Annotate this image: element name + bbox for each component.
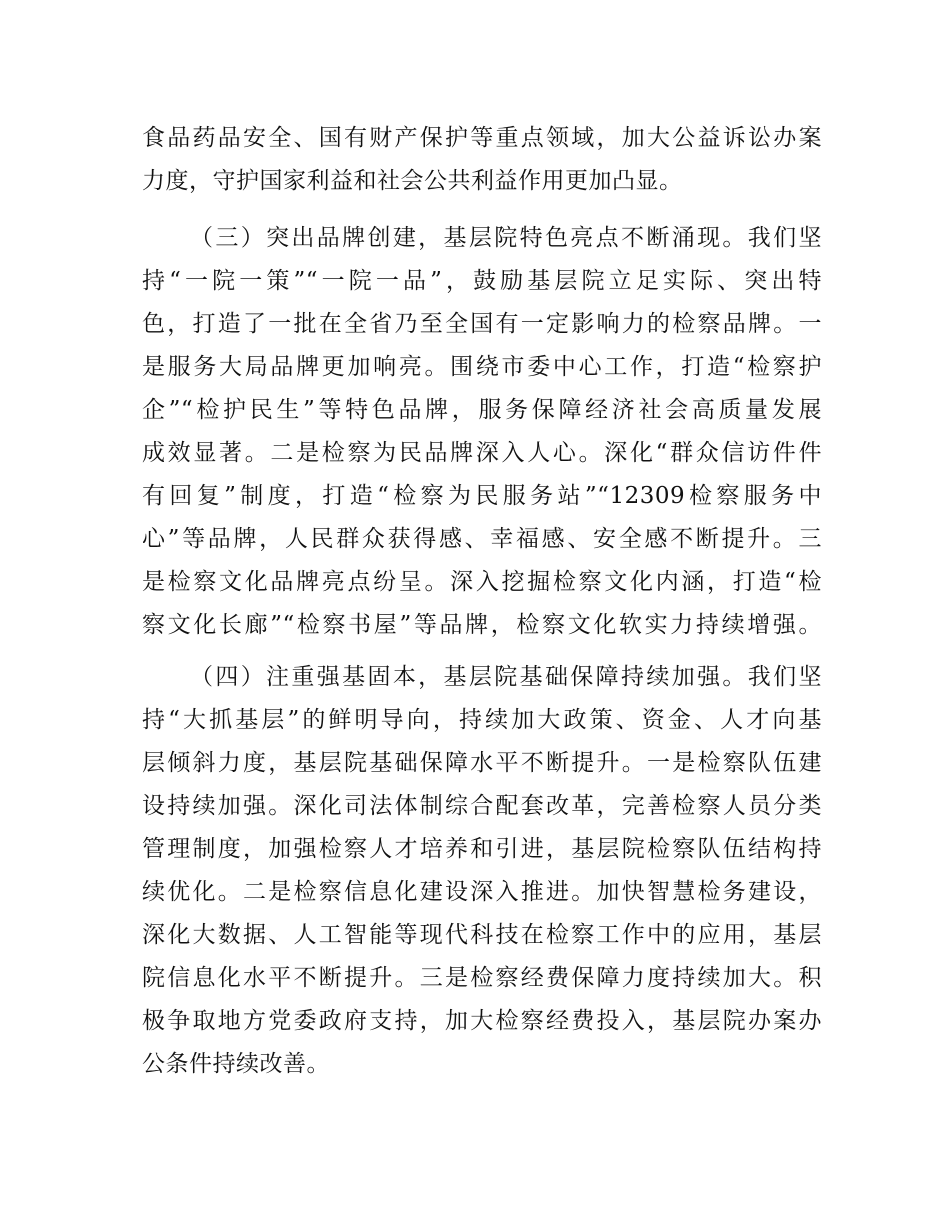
text-line: 续优化。二是检察信息化建设深入推进。加快智慧检务建设，: [142, 879, 822, 905]
text-line: 察文化长廊”“检察书屋”等品牌，检察文化软实力持续增强。: [142, 612, 822, 638]
text-line: 公条件持续改善。: [142, 1051, 330, 1077]
paragraph-heading-line: （四）注重强基固本，基层院基础保障持续加强。我们坚: [190, 664, 822, 690]
text-line: 院信息化水平不断提升。三是检察经费保障力度持续加大。积: [142, 965, 822, 991]
text-line: 心”等品牌，人民群众获得感、幸福感、安全感不断提升。三: [142, 526, 822, 552]
text-line: 是检察文化品牌亮点纷呈。深入挖掘检察文化内涵，打造“检: [142, 569, 822, 595]
text-line: 持“一院一策”“一院一品”，鼓励基层院立足实际、突出特: [142, 268, 822, 294]
text-line: 设持续加强。深化司法体制综合配套改革，完善检察人员分类: [142, 793, 822, 819]
text-line: 色，打造了一批在全省乃至全国有一定影响力的检察品牌。一: [142, 311, 822, 337]
text-line: 食品药品安全、国有财产保护等重点领域，加大公益诉讼办案: [142, 125, 822, 151]
text-line: 极争取地方党委政府支持，加大检察经费投入，基层院办案办: [142, 1008, 822, 1034]
text-line: 是服务大局品牌更加响亮。围绕市委中心工作，打造“检察护: [142, 354, 822, 380]
text-line: 持“大抓基层”的鲜明导向，持续加大政策、资金、人才向基: [142, 707, 822, 733]
text-line: 管理制度，加强检察人才培养和引进，基层院检察队伍结构持: [142, 836, 822, 862]
text-line: 成效显著。二是检察为民品牌深入人心。深化“群众信访件件: [142, 440, 822, 466]
text-line: 深化大数据、人工智能等现代科技在检察工作中的应用，基层: [142, 922, 822, 948]
text-line: 有回复”制度，打造“检察为民服务站”“12309检察服务中: [142, 483, 822, 509]
paragraph-heading-line: （三）突出品牌创建，基层院特色亮点不断涌现。我们坚: [190, 225, 822, 251]
text-line: 层倾斜力度，基层院基础保障水平不断提升。一是检察队伍建: [142, 750, 822, 776]
text-line: 力度，守护国家利益和社会公共利益作用更加凸显。: [142, 168, 683, 194]
text-line: 企”“检护民生”等特色品牌，服务保障经济社会高质量发展: [142, 397, 822, 423]
